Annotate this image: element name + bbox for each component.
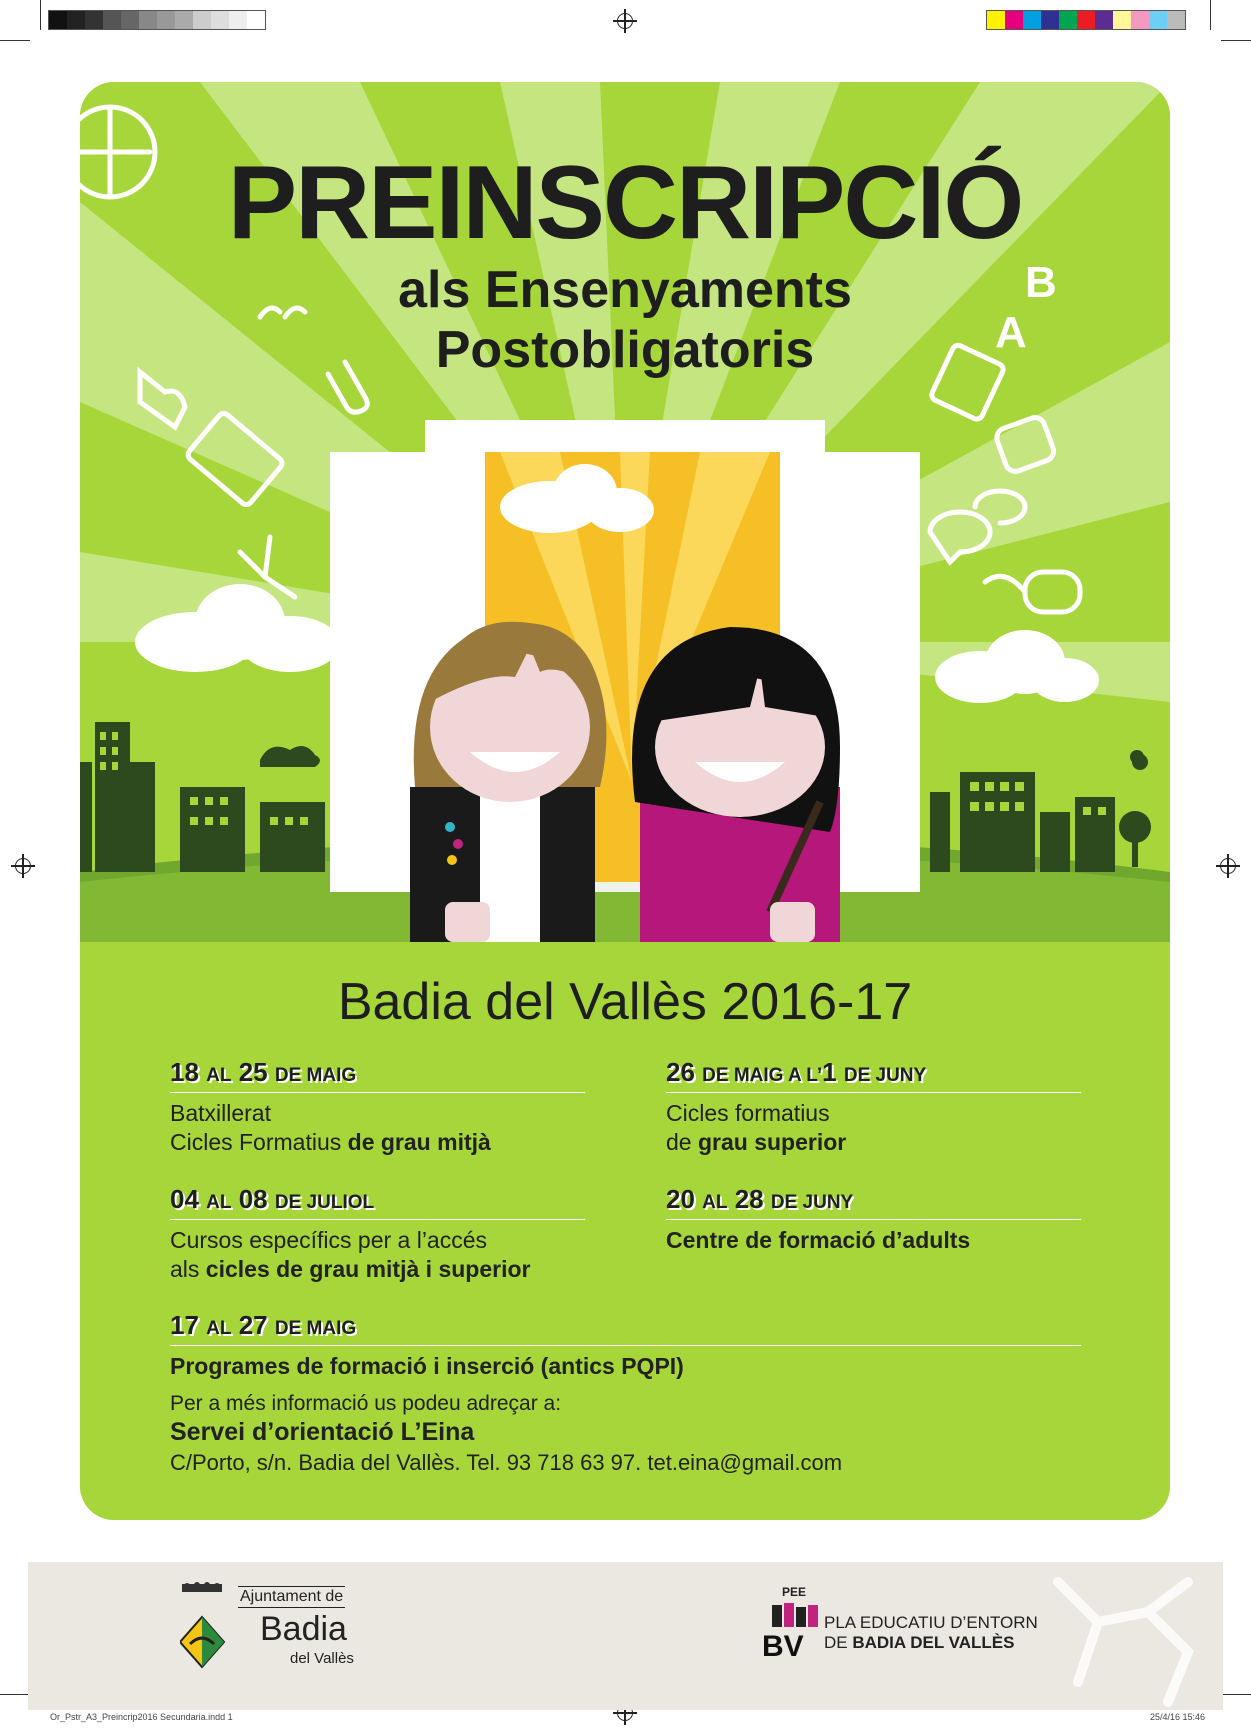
period-date: 04 AL 08 DE JULIOL xyxy=(170,1184,585,1220)
pee-line-2: DE BADIA DEL VALLÈS xyxy=(824,1633,1015,1652)
registration-mark-icon xyxy=(617,13,633,29)
subtitle-line-2: Postobligatoris xyxy=(435,321,815,379)
period-block-4 xyxy=(666,1184,1081,1255)
period-block-3 xyxy=(170,1184,585,1284)
left-kid-illustration xyxy=(410,622,606,942)
contact-intro: Per a més informació us podeu adreçar a: xyxy=(170,1392,562,1415)
poster xyxy=(80,82,1170,1520)
crop-mark xyxy=(40,0,41,30)
ajuntament-logo xyxy=(180,1582,380,1692)
registration-mark-icon xyxy=(15,858,31,874)
slug-filename: Or_Pstr_A3_Preincrip2016 Secundaria.indd 1 xyxy=(50,1712,233,1722)
registration-mark-icon xyxy=(1220,858,1236,874)
crop-mark xyxy=(1221,40,1251,41)
grayscale-bar xyxy=(48,10,266,30)
period-date: 17 AL 27 DE MAIG xyxy=(170,1310,1081,1346)
poster-subtitle xyxy=(80,260,1170,380)
location-heading: Badia del Vallès 2016-17 xyxy=(337,973,913,1031)
crop-mark xyxy=(0,40,30,41)
period-line: Cicles formatius xyxy=(666,1100,830,1126)
pee-tag: PEE xyxy=(782,1585,807,1599)
ajuntament-name: Badia xyxy=(260,1610,347,1648)
sun-icon xyxy=(1132,754,1148,770)
crop-mark xyxy=(0,1694,30,1695)
color-bar xyxy=(986,10,1186,30)
poster-title: PREINSCRIPCIÓ xyxy=(227,145,1023,261)
badia-crest-icon xyxy=(180,1582,225,1682)
pee-letters: BV xyxy=(762,1630,804,1663)
puzzle-figures-icon xyxy=(770,1601,820,1631)
ajuntament-top-text: Ajuntament de xyxy=(238,1586,345,1608)
period-line: Programes de formació i inserció (antics PQPI) xyxy=(170,1353,684,1379)
period-line: Cursos específics per a l’accés xyxy=(170,1227,488,1253)
subtitle-line-1: als Ensenyaments xyxy=(398,261,852,319)
pee-line-1: PLA EDUCATIU D’ENTORN xyxy=(824,1613,1038,1632)
svg-text:A: A xyxy=(995,308,1027,357)
contact-service: Servei d’orientació L’Eina xyxy=(170,1418,475,1446)
crop-mark xyxy=(1210,0,1211,30)
period-line: Batxillerat xyxy=(170,1100,271,1126)
slug-date: 25/4/16 15:46 xyxy=(1150,1712,1206,1722)
footer-decoration xyxy=(1038,1562,1223,1710)
period-line: Centre de formació d’adults xyxy=(666,1227,971,1253)
period-line: als cicles de grau mitjà i superior xyxy=(170,1256,531,1282)
letters-ab-icon: B xyxy=(1025,258,1057,307)
period-date: 20 AL 28 DE JUNY xyxy=(666,1184,1081,1220)
crop-mark xyxy=(1221,1694,1251,1695)
period-line: Cicles Formatius de grau mitjà xyxy=(170,1129,491,1155)
pee-logo xyxy=(762,1585,1062,1695)
period-date: 18 AL 25 DE MAIG xyxy=(170,1057,585,1093)
period-block-1 xyxy=(170,1057,585,1157)
ajuntament-sub: del Vallès xyxy=(290,1650,354,1667)
contact-address: C/Porto, s/n. Badia del Vallès. Tel. 93 718 63 97. tet.eina@gmail.com xyxy=(170,1450,843,1475)
period-line: de grau superior xyxy=(666,1129,847,1155)
period-block-2 xyxy=(666,1057,1081,1157)
period-date: 26 DE MAIG A L’1 DE JUNY xyxy=(666,1057,1081,1093)
period-block-5 xyxy=(170,1310,1081,1381)
right-kid-illustration xyxy=(632,627,840,942)
